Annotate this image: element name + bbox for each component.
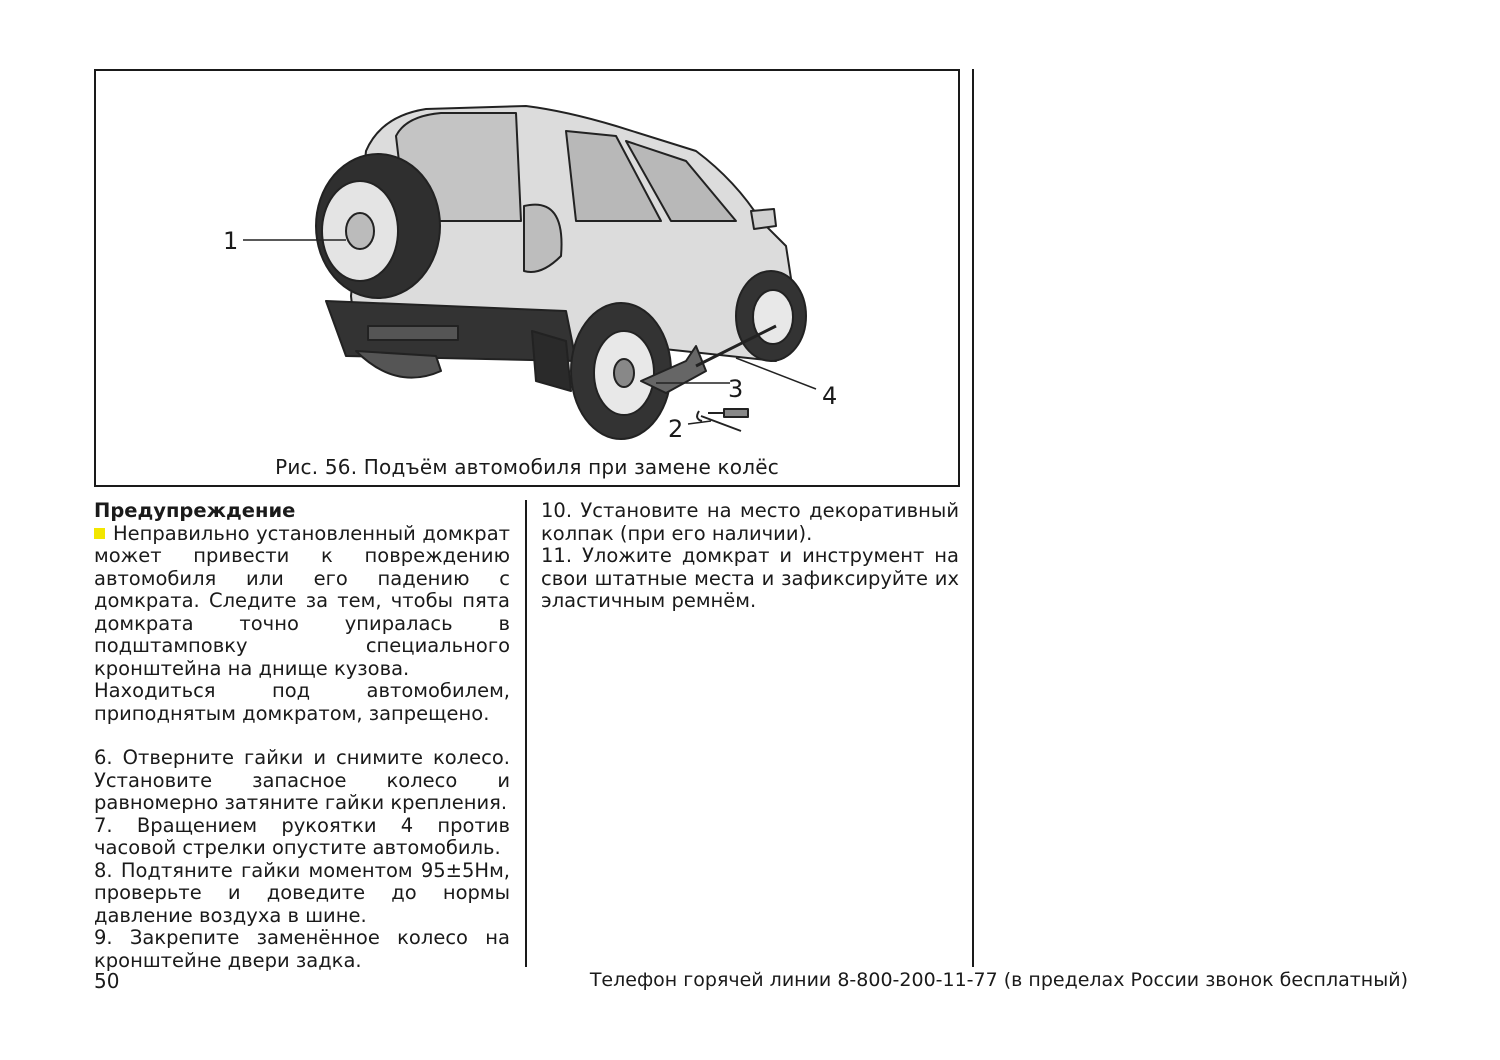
- figure-caption: Рис. 56. Подъём автомобиля при замене колёс: [275, 455, 779, 479]
- warning-paragraph: Находиться под автомобилем, приподнятым домкратом, запрещено.: [94, 679, 510, 725]
- step-8: 8. Подтяните гайки моментом 95±5Нм, проверьте и доведите до нормы давление воздуха в шине.: [94, 858, 510, 927]
- step-11: 11. Уложите домкрат и инструмент на свои штатные места и зафиксируйте их эластичным ремнём.: [541, 544, 959, 612]
- callout-3: 3: [728, 375, 744, 403]
- warning-bullet-icon: [94, 528, 105, 539]
- column-divider-middle: [525, 500, 527, 967]
- warning-paragraph: Неправильно установленный домкрат может привести к повреждению автомобиля или его падению с домкрата. Следите за тем, чтобы пята домкрата точно упиралась в подштамповку специального кронштейна на днище кузова.: [94, 521, 510, 680]
- page-number: 50: [94, 969, 120, 993]
- left-column: [94, 500, 510, 972]
- step-6: 6. Отверните гайки и снимите колесо. Установите запасное колесо и равномерно затяните гайки крепления.: [94, 746, 510, 814]
- figure-frame: [94, 69, 960, 487]
- column-divider-right: [972, 69, 974, 967]
- warning-title: Предупреждение: [94, 499, 296, 522]
- step-9: 9. Закрепите заменённое колесо на кронштейне двери задка.: [94, 926, 510, 972]
- car-jack-illustration: [96, 71, 958, 485]
- step-7: 7. Вращением рукоятки 4 против часовой стрелки опустите автомобиль.: [94, 813, 510, 859]
- step-10: 10. Установите на место декоративный колпак (при его наличии).: [541, 499, 959, 545]
- callout-1: 1: [223, 227, 239, 255]
- callout-4: 4: [822, 382, 838, 410]
- tail-light: [524, 205, 562, 272]
- right-column: [541, 500, 959, 613]
- callout-2: 2: [668, 415, 684, 443]
- hotline-footer: Телефон горячей линии 8-800-200-11-77 (в пределах России звонок бесплатный): [589, 969, 1408, 991]
- screwdriver: [708, 409, 748, 417]
